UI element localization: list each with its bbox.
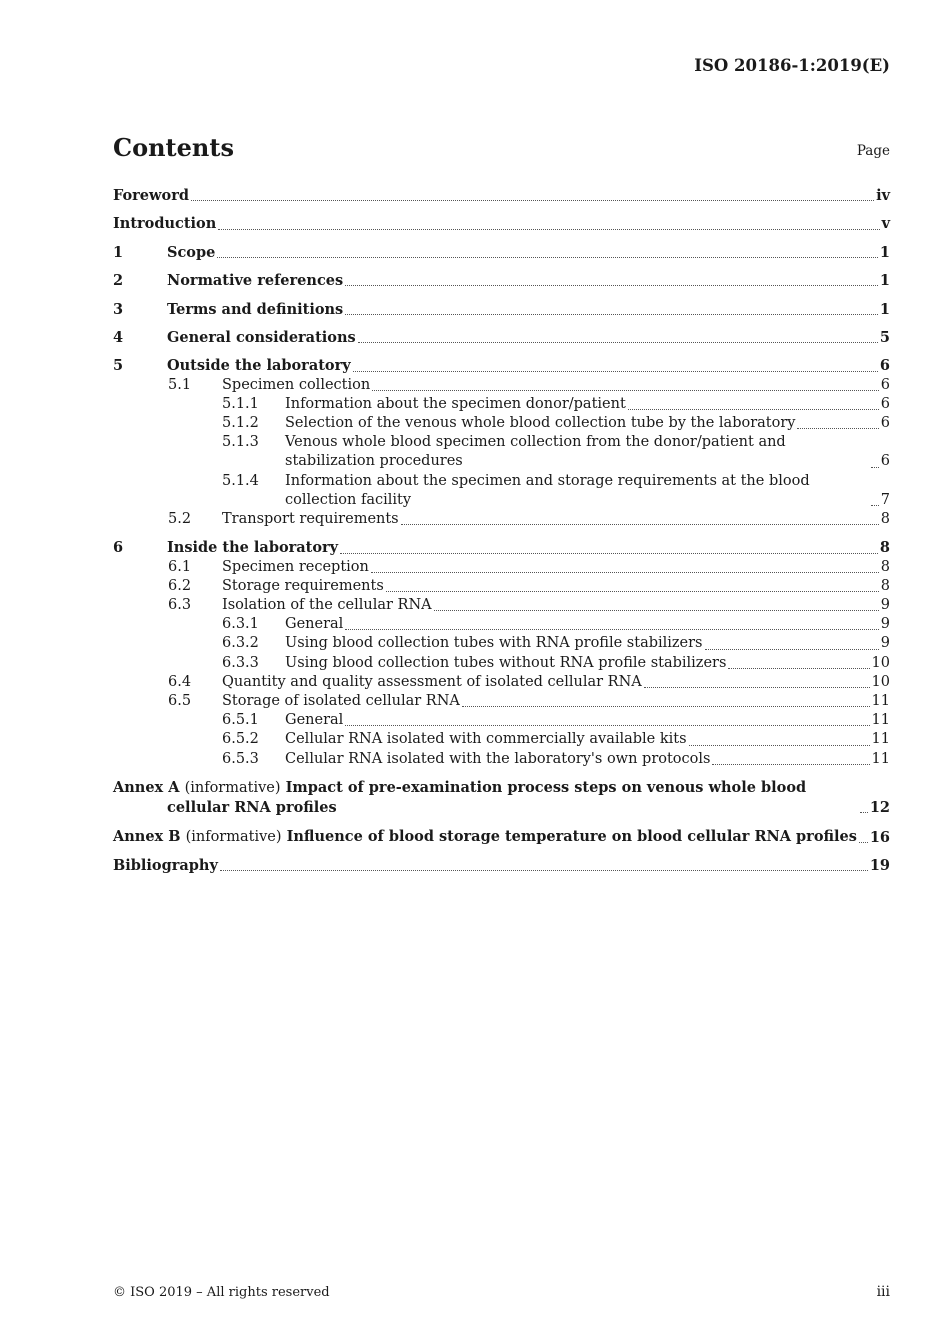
toc-entry-title: Quantity and quality assessment of isolated cellular RNA: [222, 673, 642, 690]
toc-entry-body: [167, 538, 890, 557]
toc-entry-body: [285, 615, 890, 634]
toc-entry-page: 5: [879, 328, 890, 346]
toc-entry-number: 5.1.2: [222, 414, 259, 431]
toc-entry-title-wrap: [222, 558, 369, 577]
dot-leader: [345, 314, 878, 315]
toc-entry[interactable]: [113, 558, 890, 577]
toc-entry-title-wrap: [167, 328, 356, 347]
toc-entry-body: [113, 778, 890, 817]
toc-entry-page: 10: [871, 654, 890, 671]
toc-entry[interactable]: [113, 827, 890, 847]
toc-entry[interactable]: [113, 730, 890, 749]
toc-entry-body: [285, 395, 890, 414]
dot-leader: [386, 591, 879, 592]
toc-entry-title-wrap: [285, 730, 687, 749]
dot-leader: [462, 706, 870, 707]
toc-entry-title-wrap: [113, 778, 858, 817]
toc-entry-title: Cellular RNA isolated with the laboratory's own protocols: [285, 750, 711, 767]
toc-entry[interactable]: [113, 510, 890, 529]
toc-entry[interactable]: [113, 271, 890, 290]
toc-entry-page: 8: [880, 510, 890, 527]
toc-entry-title-wrap: [285, 615, 343, 634]
toc-entry-page: 11: [871, 731, 890, 748]
toc-entry-page: 11: [871, 750, 890, 767]
toc-entry-title: Outside the laboratory: [167, 357, 351, 375]
toc-entry-page: 9: [880, 635, 890, 652]
toc-entry[interactable]: [113, 538, 890, 557]
toc-entry-body: [222, 558, 890, 577]
toc-entry-page: iv: [876, 187, 890, 204]
toc-entry-page: 6: [880, 453, 890, 470]
toc-entry-number: 6: [113, 539, 124, 557]
toc-entry-title: Foreword: [113, 187, 189, 204]
toc-entry-number: 6.3.2: [222, 635, 259, 652]
toc-entry-body: [222, 376, 890, 395]
toc-entry-body: [285, 433, 890, 471]
toc-entry-page: 6: [880, 376, 890, 393]
toc-entry-title-wrap: [167, 300, 343, 319]
toc-entry-body: [285, 634, 890, 653]
dot-leader: [340, 553, 878, 554]
toc-entry[interactable]: [113, 433, 890, 471]
dot-leader: [358, 342, 878, 343]
toc-entry-number: 5.1: [168, 376, 192, 393]
toc-entry-body: [285, 711, 890, 730]
dot-leader: [871, 467, 879, 468]
toc-entry-number: 6.5.3: [222, 750, 259, 767]
annex-informative-tag: (informative): [185, 828, 282, 845]
table-of-contents: [113, 186, 890, 875]
toc-entry-title-wrap: [167, 271, 343, 290]
toc-entry-title: Scope: [167, 243, 216, 261]
toc-entry-body: [222, 510, 890, 529]
dot-leader: [712, 764, 869, 765]
toc-entry-page: 8: [880, 558, 890, 575]
toc-entry-number: 6.5: [168, 692, 192, 709]
toc-entry-page: 7: [880, 491, 890, 508]
toc-entry-number: 5.2: [168, 510, 192, 527]
toc-entry-page: 1: [879, 243, 890, 261]
toc-entry-title: Bibliography: [113, 856, 218, 874]
toc-entry-number: 5.1.3: [222, 434, 259, 451]
toc-entry-body: [113, 856, 890, 875]
dot-leader: [217, 257, 878, 258]
toc-entry-title: Normative references: [167, 272, 344, 290]
toc-entry[interactable]: [113, 395, 890, 414]
toc-entry-number: 1: [113, 243, 124, 261]
toc-entry-title-wrap: [285, 654, 726, 673]
toc-entry-title-wrap: [222, 692, 460, 711]
toc-entry-title: Selection of the venous whole blood collection tube by the laboratory: [285, 414, 796, 431]
dot-leader: [705, 649, 879, 650]
toc-entry[interactable]: [113, 615, 890, 634]
toc-entry-number: 6.5.1: [222, 712, 259, 729]
toc-entry-body: [167, 356, 890, 375]
dot-leader: [353, 371, 878, 372]
toc-entry[interactable]: [113, 328, 890, 347]
toc-entry-title-wrap: [285, 472, 869, 510]
toc-entry-title-wrap: [113, 186, 189, 205]
dot-leader: [628, 409, 879, 410]
dot-leader: [220, 870, 868, 871]
toc-entry-body: [285, 654, 890, 673]
toc-entry-page: 9: [880, 596, 890, 613]
toc-entry-title-wrap: [113, 214, 216, 233]
toc-entry[interactable]: [113, 214, 890, 233]
dot-leader: [689, 745, 870, 746]
toc-entry-body: [167, 328, 890, 347]
dot-leader: [218, 229, 879, 230]
toc-entry-body: [285, 750, 890, 769]
toc-entry-title-wrap: [222, 673, 642, 692]
toc-entry-number: 5.1.1: [222, 395, 259, 412]
toc-entry[interactable]: [113, 414, 890, 433]
toc-entry-page: 11: [871, 712, 890, 729]
dot-leader: [372, 390, 879, 391]
page-column-label: Page: [856, 143, 890, 159]
toc-entry-title: Information about the specimen and storage requirements at the blood collection facility: [285, 472, 810, 508]
contents-heading: Contents: [113, 133, 234, 162]
toc-entry-number: 6.3.1: [222, 616, 259, 633]
dot-leader: [860, 812, 868, 813]
toc-entry-page: 8: [879, 539, 890, 557]
toc-entry-page: 1: [879, 272, 890, 290]
toc-entry-title-wrap: [285, 750, 710, 769]
toc-entry[interactable]: [113, 356, 890, 375]
toc-entry-page: 6: [879, 357, 890, 375]
toc-entry[interactable]: [113, 692, 890, 711]
copyright-footer: © ISO 2019 – All rights reserved: [113, 1285, 330, 1300]
page-number: iii: [876, 1284, 890, 1300]
annex-label: Annex A: [113, 778, 180, 796]
toc-entry-title: Storage requirements: [222, 577, 384, 594]
toc-entry-number: 6.2: [168, 577, 192, 594]
toc-entry[interactable]: [113, 243, 890, 262]
toc-entry-title-wrap: [285, 634, 703, 653]
toc-entry-title: Venous whole blood specimen collection from the donor/patient and stabilization procedures: [285, 434, 786, 470]
toc-entry-title: Specimen collection: [222, 376, 371, 393]
toc-entry-title: Cellular RNA isolated with commercially available kits: [285, 731, 687, 748]
toc-entry-number: 6.4: [168, 673, 192, 690]
toc-entry-body: [222, 673, 890, 692]
toc-entry-body: [285, 414, 890, 433]
toc-entry-title: General considerations: [167, 328, 356, 346]
toc-entry-title-wrap: [285, 433, 869, 471]
annex-label: Annex B: [113, 827, 181, 845]
toc-entry-title-wrap: [222, 577, 384, 596]
toc-entry[interactable]: [113, 472, 890, 510]
toc-entry[interactable]: [113, 673, 890, 692]
dot-leader: [728, 668, 869, 669]
toc-entry[interactable]: [113, 778, 890, 817]
toc-entry-title-wrap: [222, 376, 370, 395]
toc-entry-title: Isolation of the cellular RNA: [222, 596, 432, 613]
toc-entry-title: Storage of isolated cellular RNA: [222, 692, 460, 709]
toc-entry-title: Terms and definitions: [167, 300, 344, 318]
dot-leader: [644, 687, 870, 688]
dot-leader: [859, 842, 868, 843]
toc-entry[interactable]: [113, 654, 890, 673]
dot-leader: [191, 200, 874, 201]
toc-entry[interactable]: [113, 186, 890, 205]
toc-entry-title: Information about the specimen donor/patient: [285, 395, 626, 412]
dot-leader: [401, 524, 879, 525]
dot-leader: [434, 610, 879, 611]
toc-entry-body: [113, 186, 890, 205]
toc-entry-number: 6.3.3: [222, 654, 259, 671]
toc-entry-title-wrap: [167, 538, 338, 557]
toc-entry-title-wrap: [285, 414, 795, 433]
toc-entry-title: Inside the laboratory: [167, 539, 339, 557]
toc-entry-title-wrap: [222, 510, 399, 529]
toc-entry-title: Using blood collection tubes with RNA profile stabilizers: [285, 635, 703, 652]
toc-entry-body: [113, 827, 890, 847]
toc-entry-title: Transport requirements: [222, 510, 399, 527]
dot-leader: [345, 725, 869, 726]
toc-entry-body: [285, 730, 890, 749]
toc-entry-title: Impact of pre-examination process steps on venous whole blood cellular RNA profiles: [167, 778, 807, 817]
dot-leader: [871, 505, 879, 506]
toc-entry-number: 6.5.2: [222, 731, 259, 748]
toc-entry-number: 5: [113, 357, 124, 375]
toc-entry-title: General: [285, 616, 344, 633]
toc-entry-body: [167, 271, 890, 290]
toc-entry-body: [167, 243, 890, 262]
toc-entry-body: [167, 300, 890, 319]
dot-leader: [797, 428, 878, 429]
toc-entry-number: 6.1: [168, 558, 192, 575]
toc-entry-body: [113, 214, 890, 233]
toc-entry-page: 1: [879, 300, 890, 318]
toc-entry-page: 8: [880, 577, 890, 594]
toc-entry[interactable]: [113, 634, 890, 653]
toc-entry[interactable]: [113, 856, 890, 875]
toc-entry-number: 6.3: [168, 596, 192, 613]
toc-entry-title-wrap: [285, 395, 626, 414]
toc-entry-page: 6: [880, 395, 890, 412]
toc-entry-page: 16: [869, 828, 890, 846]
toc-entry-page: 19: [869, 856, 890, 874]
toc-entry-page: 11: [871, 692, 890, 709]
toc-entry-title-wrap: [167, 356, 351, 375]
toc-entry-page: 9: [880, 616, 890, 633]
toc-entry-page: 6: [880, 414, 890, 431]
dot-leader: [345, 285, 878, 286]
toc-entry[interactable]: [113, 376, 890, 395]
toc-entry[interactable]: [113, 596, 890, 615]
toc-entry-number: 3: [113, 300, 124, 318]
annex-informative-tag: (informative): [184, 779, 281, 796]
toc-entry-page: 10: [871, 673, 890, 690]
toc-entry-title: Using blood collection tubes without RNA profile stabilizers: [285, 654, 727, 671]
toc-entry[interactable]: [113, 300, 890, 319]
toc-entry-body: [285, 472, 890, 510]
toc-entry-title: Specimen reception: [222, 558, 369, 575]
toc-entry-page: 12: [869, 799, 890, 817]
toc-entry-title-wrap: [167, 243, 215, 262]
toc-entry[interactable]: [113, 750, 890, 769]
toc-entry-title: Influence of blood storage temperature on blood cellular RNA profiles: [286, 827, 857, 845]
toc-entry-title-wrap: [113, 827, 857, 847]
toc-entry-title-wrap: [285, 711, 343, 730]
toc-entry-body: [222, 596, 890, 615]
dot-leader: [371, 572, 879, 573]
toc-entry-page: v: [881, 215, 890, 233]
toc-entry-title-wrap: [113, 856, 218, 875]
toc-entry-body: [222, 692, 890, 711]
toc-entry-title: Introduction: [113, 215, 217, 233]
toc-entry[interactable]: [113, 577, 890, 596]
toc-entry-number: 2: [113, 272, 124, 290]
toc-entry[interactable]: [113, 711, 890, 730]
dot-leader: [345, 629, 878, 630]
toc-entry-title-wrap: [222, 596, 432, 615]
toc-entry-title: General: [285, 712, 344, 729]
toc-entry-number: 4: [113, 328, 124, 346]
document-id: ISO 20186-1:2019(E): [694, 56, 890, 75]
toc-entry-body: [222, 577, 890, 596]
toc-entry-number: 5.1.4: [222, 472, 259, 489]
